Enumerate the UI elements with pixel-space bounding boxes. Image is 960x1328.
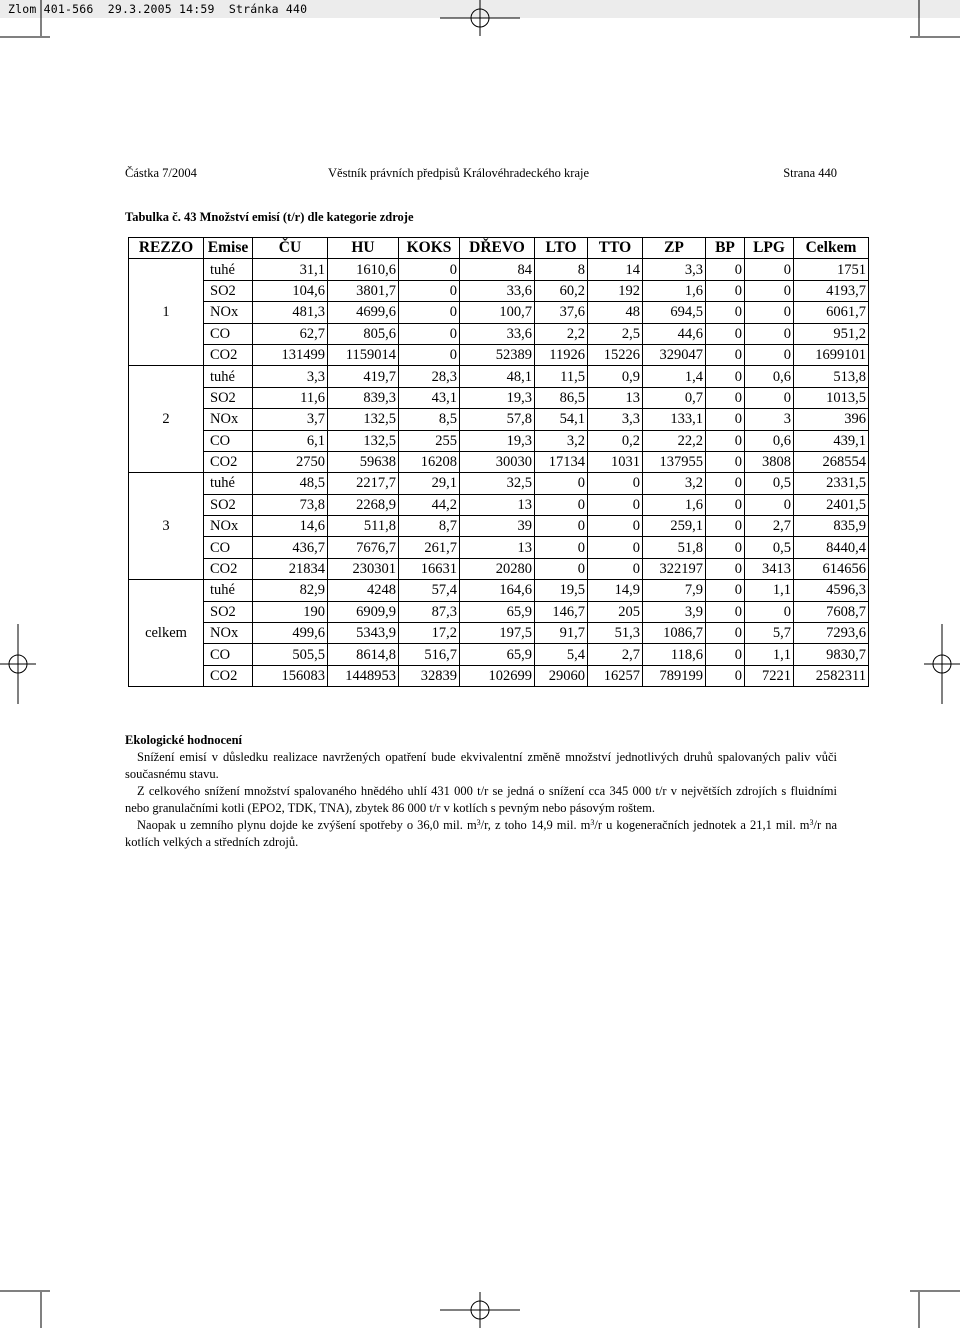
value-cell: 0 xyxy=(745,387,794,408)
value-cell: 951,2 xyxy=(794,323,869,344)
value-cell: 1,6 xyxy=(643,494,706,515)
rezzo-category-cell xyxy=(129,344,204,365)
value-cell: 805,6 xyxy=(328,323,399,344)
table-row xyxy=(129,302,869,323)
emission-type-cell: SO2 xyxy=(204,494,253,515)
emission-type-cell: tuhé xyxy=(204,473,253,494)
value-cell: 4248 xyxy=(328,580,399,601)
value-cell: 268554 xyxy=(794,451,869,472)
value-cell: 205 xyxy=(588,601,643,622)
value-cell: 0 xyxy=(588,537,643,558)
crop-mark-top-right-icon xyxy=(910,36,960,40)
rezzo-category-cell: 2 xyxy=(129,409,204,430)
value-cell: 51,3 xyxy=(588,623,643,644)
value-cell: 5,4 xyxy=(535,644,588,665)
rezzo-category-cell xyxy=(129,366,204,387)
value-cell: 8,7 xyxy=(399,516,460,537)
emission-type-cell: tuhé xyxy=(204,259,253,280)
value-cell: 0 xyxy=(706,280,745,301)
value-cell: 0 xyxy=(399,344,460,365)
value-cell: 0 xyxy=(745,601,794,622)
value-cell: 16208 xyxy=(399,451,460,472)
value-cell: 65,9 xyxy=(460,601,535,622)
value-cell: 0 xyxy=(706,323,745,344)
value-cell: 87,3 xyxy=(399,601,460,622)
value-cell: 164,6 xyxy=(460,580,535,601)
value-cell: 0,2 xyxy=(588,430,643,451)
value-cell: 84 xyxy=(460,259,535,280)
value-cell: 0 xyxy=(588,558,643,579)
value-cell: 5343,9 xyxy=(328,623,399,644)
column-header: Emise xyxy=(204,238,253,259)
value-cell: 0 xyxy=(399,259,460,280)
value-cell: 48 xyxy=(588,302,643,323)
value-cell: 1448953 xyxy=(328,665,399,686)
value-cell: 11926 xyxy=(535,344,588,365)
table-row xyxy=(129,494,869,515)
rezzo-category-cell: 1 xyxy=(129,302,204,323)
value-cell: 3,9 xyxy=(643,601,706,622)
rezzo-category-cell xyxy=(129,644,204,665)
value-cell: 0 xyxy=(706,451,745,472)
value-cell: 11,5 xyxy=(535,366,588,387)
value-cell: 0 xyxy=(706,259,745,280)
crop-mark-top-left-icon xyxy=(0,36,50,40)
value-cell: 0 xyxy=(588,494,643,515)
value-cell: 17134 xyxy=(535,451,588,472)
value-cell: 82,9 xyxy=(253,580,328,601)
value-cell: 9830,7 xyxy=(794,644,869,665)
value-cell: 1013,5 xyxy=(794,387,869,408)
registration-mark-left-icon xyxy=(0,624,36,704)
value-cell: 1,1 xyxy=(745,580,794,601)
crop-mark-top-left-vertical-icon xyxy=(40,0,44,36)
value-cell: 230301 xyxy=(328,558,399,579)
value-cell: 0 xyxy=(706,409,745,430)
value-cell: 0 xyxy=(706,537,745,558)
value-cell: 1,6 xyxy=(643,280,706,301)
value-cell: 91,7 xyxy=(535,623,588,644)
value-cell: 19,5 xyxy=(535,580,588,601)
emission-type-cell: CO xyxy=(204,323,253,344)
value-cell: 14 xyxy=(588,259,643,280)
value-cell: 835,9 xyxy=(794,516,869,537)
value-cell: 0 xyxy=(706,344,745,365)
column-header: LTO xyxy=(535,238,588,259)
value-cell: 0,6 xyxy=(745,366,794,387)
value-cell: 44,2 xyxy=(399,494,460,515)
value-cell: 694,5 xyxy=(643,302,706,323)
value-cell: 1751 xyxy=(794,259,869,280)
value-cell: 0,6 xyxy=(745,430,794,451)
emission-type-cell: CO xyxy=(204,430,253,451)
column-header: BP xyxy=(706,238,745,259)
table-row xyxy=(129,259,869,280)
value-cell: 28,3 xyxy=(399,366,460,387)
value-cell: 511,8 xyxy=(328,516,399,537)
value-cell: 2401,5 xyxy=(794,494,869,515)
value-cell: 11,6 xyxy=(253,387,328,408)
emission-type-cell: CO xyxy=(204,537,253,558)
value-cell: 436,7 xyxy=(253,537,328,558)
emission-type-cell: tuhé xyxy=(204,366,253,387)
value-cell: 2,7 xyxy=(745,516,794,537)
value-cell: 57,4 xyxy=(399,580,460,601)
column-header: TTO xyxy=(588,238,643,259)
rezzo-category-cell xyxy=(129,473,204,494)
paragraph-2: Z celkového snížení množství spalovaného hnědého uhlí 431 000 t/r se jedná o snížení cca 345 000 t/r v největších zdrojích s fluidními nebo granulačními kotli (EPO2, TDK, TNA), zbytek 86 000 t/r v kotlích s pevným nebo pásovým roštem. xyxy=(125,784,837,815)
value-cell: 0 xyxy=(706,516,745,537)
value-cell: 13 xyxy=(460,537,535,558)
emission-type-cell: CO2 xyxy=(204,344,253,365)
value-cell: 2,2 xyxy=(535,323,588,344)
table-row xyxy=(129,665,869,686)
table-row xyxy=(129,366,869,387)
value-cell: 0 xyxy=(706,580,745,601)
value-cell: 29,1 xyxy=(399,473,460,494)
value-cell: 0 xyxy=(706,366,745,387)
value-cell: 13 xyxy=(588,387,643,408)
table-row xyxy=(129,537,869,558)
value-cell: 21834 xyxy=(253,558,328,579)
value-cell: 8 xyxy=(535,259,588,280)
table-row xyxy=(129,280,869,301)
column-header: ČU xyxy=(253,238,328,259)
value-cell: 54,1 xyxy=(535,409,588,430)
table-caption: Tabulka č. 43 Množství emisí (t/r) dle kategorie zdroje xyxy=(125,210,414,224)
column-header: DŘEVO xyxy=(460,238,535,259)
table-body xyxy=(129,259,869,687)
value-cell: 3,7 xyxy=(253,409,328,430)
value-cell: 1,4 xyxy=(643,366,706,387)
value-cell: 513,8 xyxy=(794,366,869,387)
section-heading: Ekologické hodnocení xyxy=(125,733,243,747)
value-cell: 0 xyxy=(706,623,745,644)
table-row xyxy=(129,451,869,472)
value-cell: 839,3 xyxy=(328,387,399,408)
value-cell: 65,9 xyxy=(460,644,535,665)
value-cell: 2750 xyxy=(253,451,328,472)
value-cell: 8440,4 xyxy=(794,537,869,558)
value-cell: 43,1 xyxy=(399,387,460,408)
value-cell: 499,6 xyxy=(253,623,328,644)
value-cell: 39 xyxy=(460,516,535,537)
value-cell: 259,1 xyxy=(643,516,706,537)
value-cell: 52389 xyxy=(460,344,535,365)
value-cell: 0 xyxy=(706,473,745,494)
value-cell: 48,5 xyxy=(253,473,328,494)
emission-type-cell: SO2 xyxy=(204,280,253,301)
emission-type-cell: CO2 xyxy=(204,451,253,472)
value-cell: 3,3 xyxy=(643,259,706,280)
paragraph-1: Snížení emisí v důsledku realizace navržených opatření bude ekvivalentní změně množství jednotlivých druhů spalovaných paliv vůči současnému stavu. xyxy=(125,750,837,781)
value-cell: 51,8 xyxy=(643,537,706,558)
value-cell: 0 xyxy=(745,323,794,344)
value-cell: 0 xyxy=(399,302,460,323)
rezzo-category-cell: 3 xyxy=(129,516,204,537)
value-cell: 0 xyxy=(399,280,460,301)
value-cell: 1031 xyxy=(588,451,643,472)
value-cell: 0 xyxy=(706,494,745,515)
value-cell: 0 xyxy=(535,558,588,579)
value-cell: 13 xyxy=(460,494,535,515)
value-cell: 8,5 xyxy=(399,409,460,430)
value-cell: 0 xyxy=(535,494,588,515)
value-cell: 7676,7 xyxy=(328,537,399,558)
rezzo-category-cell xyxy=(129,323,204,344)
rezzo-category-cell xyxy=(129,558,204,579)
table-row xyxy=(129,580,869,601)
value-cell: 329047 xyxy=(643,344,706,365)
value-cell: 0 xyxy=(745,344,794,365)
value-cell: 16631 xyxy=(399,558,460,579)
value-cell: 0 xyxy=(706,644,745,665)
table-row xyxy=(129,387,869,408)
table-row xyxy=(129,623,869,644)
table-row xyxy=(129,473,869,494)
emission-type-cell: SO2 xyxy=(204,601,253,622)
value-cell: 3,2 xyxy=(535,430,588,451)
value-cell: 59638 xyxy=(328,451,399,472)
value-cell: 0 xyxy=(535,516,588,537)
value-cell: 419,7 xyxy=(328,366,399,387)
registration-mark-right-icon xyxy=(924,624,960,704)
emission-type-cell: NOx xyxy=(204,409,253,430)
column-header: ZP xyxy=(643,238,706,259)
emission-type-cell: CO2 xyxy=(204,665,253,686)
column-header: HU xyxy=(328,238,399,259)
emission-type-cell: NOx xyxy=(204,623,253,644)
value-cell: 131499 xyxy=(253,344,328,365)
value-cell: 6,1 xyxy=(253,430,328,451)
registration-mark-bottom-icon xyxy=(440,1292,520,1328)
value-cell: 1610,6 xyxy=(328,259,399,280)
value-cell: 2,5 xyxy=(588,323,643,344)
crop-mark-top-right-vertical-icon xyxy=(918,0,922,36)
value-cell: 7221 xyxy=(745,665,794,686)
value-cell: 5,7 xyxy=(745,623,794,644)
rezzo-category-cell: celkem xyxy=(129,623,204,644)
value-cell: 0,9 xyxy=(588,366,643,387)
value-cell: 3,3 xyxy=(588,409,643,430)
value-cell: 789199 xyxy=(643,665,706,686)
value-cell: 1,1 xyxy=(745,644,794,665)
value-cell: 255 xyxy=(399,430,460,451)
value-cell: 1086,7 xyxy=(643,623,706,644)
ecological-assessment-section xyxy=(125,732,837,851)
table-row xyxy=(129,344,869,365)
value-cell: 17,2 xyxy=(399,623,460,644)
emission-type-cell: SO2 xyxy=(204,387,253,408)
value-cell: 0 xyxy=(535,473,588,494)
rezzo-category-cell xyxy=(129,259,204,280)
value-cell: 261,7 xyxy=(399,537,460,558)
rezzo-category-cell xyxy=(129,537,204,558)
value-cell: 118,6 xyxy=(643,644,706,665)
value-cell: 31,1 xyxy=(253,259,328,280)
value-cell: 16257 xyxy=(588,665,643,686)
value-cell: 104,6 xyxy=(253,280,328,301)
table-row xyxy=(129,558,869,579)
value-cell: 37,6 xyxy=(535,302,588,323)
value-cell: 30030 xyxy=(460,451,535,472)
value-cell: 14,9 xyxy=(588,580,643,601)
slug-text: Zlom 401-566 29.3.2005 14:59 Stránka 440 xyxy=(8,2,308,16)
header-issue: Částka 7/2004 xyxy=(125,166,197,180)
rezzo-category-cell xyxy=(129,430,204,451)
crop-mark-bottom-left-vertical-icon xyxy=(40,1292,44,1328)
paragraph-3: Naopak u zemního plynu dojde ke zvýšení spotřeby o 36,0 mil. $m^3/r$, z toho 14,9 mil. $m^3/r$ u kogeneračních jednotek a 21,1 mil. $m^3/r$ na kotlích velkých a středních zdrojů. xyxy=(125,818,837,849)
value-cell: 2582311 xyxy=(794,665,869,686)
value-cell: 8614,8 xyxy=(328,644,399,665)
value-cell: 481,3 xyxy=(253,302,328,323)
table-row xyxy=(129,644,869,665)
value-cell: 32,5 xyxy=(460,473,535,494)
value-cell: 19,3 xyxy=(460,430,535,451)
rezzo-category-cell xyxy=(129,451,204,472)
value-cell: 3,2 xyxy=(643,473,706,494)
value-cell: 0 xyxy=(706,302,745,323)
value-cell: 133,1 xyxy=(643,409,706,430)
value-cell: 0 xyxy=(706,665,745,686)
value-cell: 20280 xyxy=(460,558,535,579)
value-cell: 0 xyxy=(706,558,745,579)
value-cell: 1159014 xyxy=(328,344,399,365)
table-row xyxy=(129,601,869,622)
value-cell: 44,6 xyxy=(643,323,706,344)
rezzo-category-cell xyxy=(129,280,204,301)
rezzo-category-cell xyxy=(129,665,204,686)
registration-mark-top-icon xyxy=(440,0,520,36)
value-cell: 190 xyxy=(253,601,328,622)
emission-type-cell: NOx xyxy=(204,302,253,323)
value-cell: 197,5 xyxy=(460,623,535,644)
value-cell: 146,7 xyxy=(535,601,588,622)
value-cell: 22,2 xyxy=(643,430,706,451)
value-cell: 3 xyxy=(745,409,794,430)
column-header: LPG xyxy=(745,238,794,259)
value-cell: 73,8 xyxy=(253,494,328,515)
value-cell: 3801,7 xyxy=(328,280,399,301)
value-cell: 0 xyxy=(399,323,460,344)
column-header: Celkem xyxy=(794,238,869,259)
value-cell: 14,6 xyxy=(253,516,328,537)
value-cell: 0 xyxy=(706,387,745,408)
emission-type-cell: CO xyxy=(204,644,253,665)
value-cell: 0 xyxy=(745,280,794,301)
value-cell: 0 xyxy=(588,473,643,494)
value-cell: 29060 xyxy=(535,665,588,686)
value-cell: 137955 xyxy=(643,451,706,472)
value-cell: 2331,5 xyxy=(794,473,869,494)
value-cell: 0 xyxy=(706,430,745,451)
value-cell: 3,3 xyxy=(253,366,328,387)
value-cell: 15226 xyxy=(588,344,643,365)
value-cell: 132,5 xyxy=(328,430,399,451)
table-row xyxy=(129,323,869,344)
value-cell: 4193,7 xyxy=(794,280,869,301)
value-cell: 6909,9 xyxy=(328,601,399,622)
value-cell: 192 xyxy=(588,280,643,301)
value-cell: 3808 xyxy=(745,451,794,472)
table-row xyxy=(129,409,869,430)
value-cell: 7608,7 xyxy=(794,601,869,622)
value-cell: 396 xyxy=(794,409,869,430)
value-cell: 7293,6 xyxy=(794,623,869,644)
header-page-number: Strana 440 xyxy=(783,166,837,180)
emissions-table xyxy=(128,237,869,687)
value-cell: 6061,7 xyxy=(794,302,869,323)
value-cell: 322197 xyxy=(643,558,706,579)
value-cell: 0 xyxy=(745,494,794,515)
value-cell: 2268,9 xyxy=(328,494,399,515)
value-cell: 0 xyxy=(588,516,643,537)
column-header: KOKS xyxy=(399,238,460,259)
value-cell: 505,5 xyxy=(253,644,328,665)
rezzo-category-cell xyxy=(129,387,204,408)
rezzo-category-cell xyxy=(129,601,204,622)
value-cell: 62,7 xyxy=(253,323,328,344)
value-cell: 614656 xyxy=(794,558,869,579)
rezzo-category-cell xyxy=(129,580,204,601)
value-cell: 7,9 xyxy=(643,580,706,601)
value-cell: 132,5 xyxy=(328,409,399,430)
value-cell: 60,2 xyxy=(535,280,588,301)
value-cell: 1699101 xyxy=(794,344,869,365)
value-cell: 4596,3 xyxy=(794,580,869,601)
value-cell: 19,3 xyxy=(460,387,535,408)
value-cell: 33,6 xyxy=(460,323,535,344)
emission-type-cell: tuhé xyxy=(204,580,253,601)
value-cell: 32839 xyxy=(399,665,460,686)
value-cell: 86,5 xyxy=(535,387,588,408)
table-row xyxy=(129,516,869,537)
value-cell: 156083 xyxy=(253,665,328,686)
value-cell: 3413 xyxy=(745,558,794,579)
value-cell: 0,5 xyxy=(745,473,794,494)
column-header: REZZO xyxy=(129,238,204,259)
value-cell: 0,5 xyxy=(745,537,794,558)
emission-type-cell: NOx xyxy=(204,516,253,537)
value-cell: 48,1 xyxy=(460,366,535,387)
value-cell: 0 xyxy=(535,537,588,558)
value-cell: 4699,6 xyxy=(328,302,399,323)
rezzo-category-cell xyxy=(129,494,204,515)
value-cell: 33,6 xyxy=(460,280,535,301)
emission-type-cell: CO2 xyxy=(204,558,253,579)
value-cell: 102699 xyxy=(460,665,535,686)
table-row xyxy=(129,430,869,451)
value-cell: 100,7 xyxy=(460,302,535,323)
value-cell: 57,8 xyxy=(460,409,535,430)
header-publication: Věstník právních předpisů Královéhradeckého kraje xyxy=(328,166,590,180)
value-cell: 0,7 xyxy=(643,387,706,408)
value-cell: 0 xyxy=(745,302,794,323)
table-header-row xyxy=(129,238,869,259)
value-cell: 2217,7 xyxy=(328,473,399,494)
value-cell: 439,1 xyxy=(794,430,869,451)
value-cell: 516,7 xyxy=(399,644,460,665)
value-cell: 2,7 xyxy=(588,644,643,665)
value-cell: 0 xyxy=(706,601,745,622)
value-cell: 0 xyxy=(745,259,794,280)
crop-mark-bottom-right-vertical-icon xyxy=(918,1292,922,1328)
